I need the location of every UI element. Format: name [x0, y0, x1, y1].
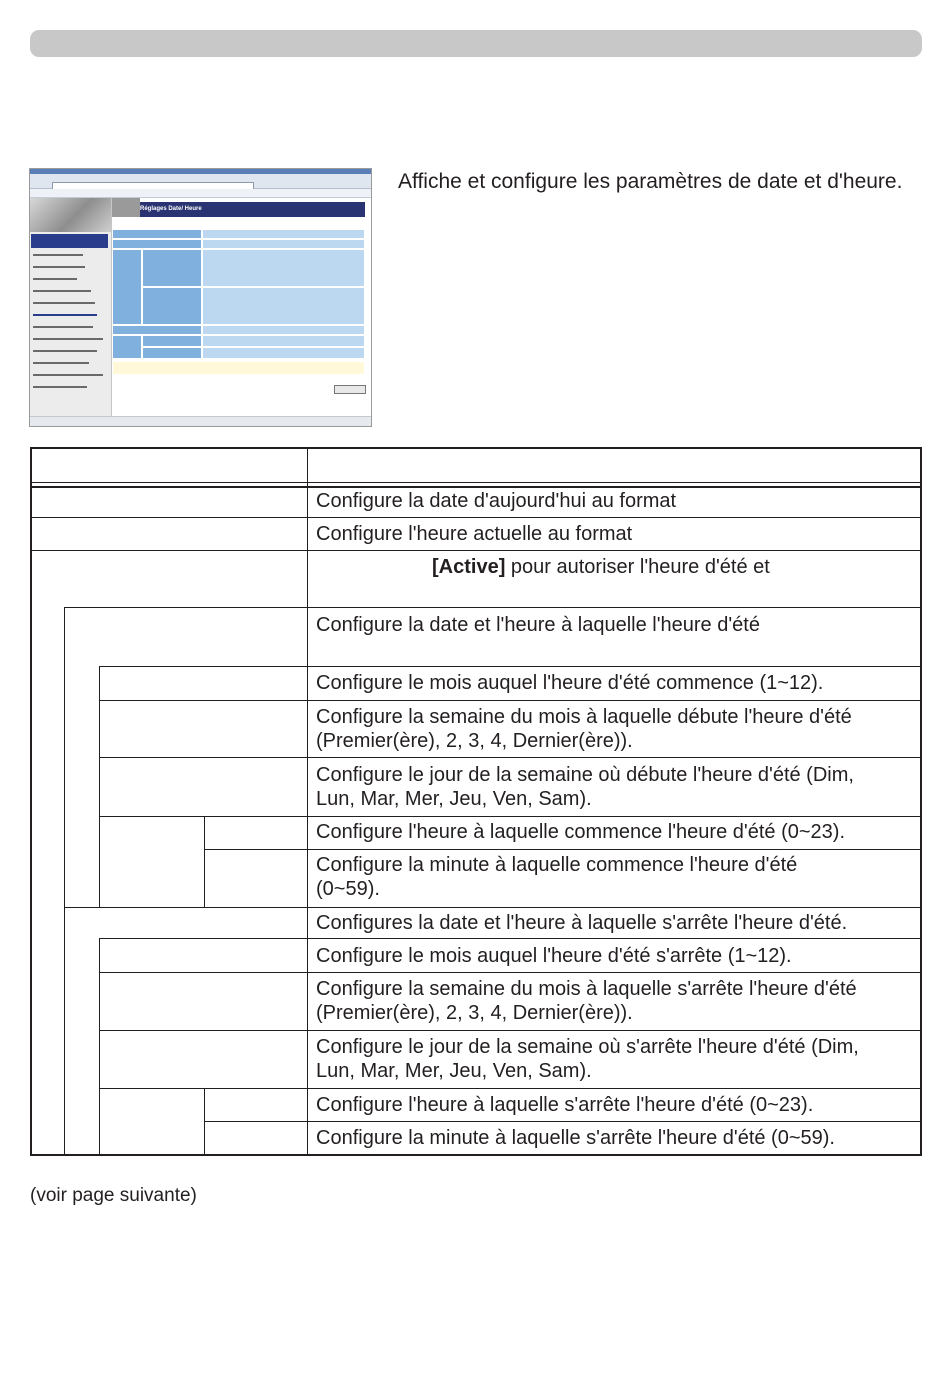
row-line [99, 972, 922, 973]
row-line [204, 849, 922, 850]
nest-line [99, 666, 100, 907]
ss-label-cell [112, 325, 202, 335]
row-line [99, 1030, 922, 1031]
header-bar [30, 30, 922, 57]
row-debut-jour [316, 763, 854, 811]
row-debut: Configure la date et l'heure à laquelle l'heure d'été [316, 614, 760, 636]
ss-label-cell [142, 335, 202, 347]
row-line [30, 482, 922, 483]
row-line [30, 517, 922, 518]
nest-line [64, 608, 65, 1156]
ss-value-cell [202, 229, 365, 239]
line: (0~59). [316, 878, 380, 900]
screenshot-sidebar [30, 198, 112, 416]
intro-text: Affiche et configure les paramètres de date et d'heure. [398, 170, 903, 193]
table-border [30, 1154, 922, 1156]
column-divider [307, 447, 308, 1156]
row-fin-heure: Configure l'heure à laquelle s'arrête l'heure d'été (0~23). [316, 1094, 814, 1116]
row-line [99, 938, 922, 939]
sidebar-item [33, 350, 97, 352]
nest-line [99, 938, 100, 1156]
row-line [204, 1121, 922, 1122]
row-debut-minute [316, 853, 797, 901]
sidebar-item [33, 266, 85, 268]
ss-value-cell [202, 325, 365, 335]
ss-label-cell [112, 239, 202, 249]
favorites-bar [30, 189, 371, 198]
row-fin-minute: Configure la minute à laquelle s'arrête l'heure d'été (0~59). [316, 1127, 835, 1149]
table-border [30, 447, 32, 1156]
row-fin: Configures la date et l'heure à laquelle s'arrête l'heure d'été. [316, 912, 848, 934]
row-debut-mois: Configure le mois auquel l'heure d'été commence (1~12). [316, 672, 824, 694]
nest-line [204, 1089, 205, 1156]
ss-label-cell [142, 347, 202, 359]
sidebar-item [33, 254, 83, 256]
row-date-actuelle: Configure la date d'aujourd'hui au format [316, 490, 677, 512]
row-fin-jour [316, 1035, 859, 1083]
line: Configure la minute à laquelle commence l'heure d'été [316, 854, 798, 876]
browser-statusbar [30, 416, 371, 427]
active-label: [Active] [432, 556, 506, 578]
ss-value-cell [202, 287, 365, 325]
sidebar-item-active [33, 314, 97, 316]
row-heure-ete [432, 555, 770, 579]
ss-value-cell [202, 335, 365, 347]
row-fin-mois: Configure le mois auquel l'heure d'été s'arrête (1~12). [316, 945, 792, 967]
ss-label-cell [112, 249, 142, 325]
row-debut-semaine [316, 705, 852, 753]
ss-label-cell [112, 229, 202, 239]
row-heure-ete-text: pour autoriser l'heure d'été et [505, 556, 770, 578]
ss-note [112, 361, 365, 375]
line: Configure la semaine du mois à laquelle débute l'heure d'été [316, 706, 852, 728]
nest-line [204, 817, 205, 907]
ss-label-cell [142, 287, 202, 325]
continued-note: (voir page suivante) [30, 1185, 197, 1206]
sidebar-item [33, 290, 91, 292]
row-fin-semaine [316, 977, 857, 1025]
line: (Premier(ère), 2, 3, 4, Dernier(ère)). [316, 730, 633, 752]
line: Lun, Mar, Mer, Jeu, Ven, Sam). [316, 1060, 592, 1082]
row-line [99, 757, 922, 758]
screenshot-main [112, 198, 371, 416]
row-heure-actuelle: Configure l'heure actuelle au format [316, 523, 633, 545]
row-line [64, 607, 922, 608]
line: Configure le jour de la semaine où débute l'heure d'été (Dim, [316, 764, 854, 786]
line: Lun, Mar, Mer, Jeu, Ven, Sam). [316, 788, 592, 810]
browser-toolbar [30, 174, 371, 189]
row-line [99, 666, 922, 667]
ss-label-cell [142, 249, 202, 287]
ss-value-cell [202, 249, 365, 287]
sidebar-item [33, 302, 95, 304]
sidebar-item [33, 362, 89, 364]
sidebar-item [33, 278, 77, 280]
row-line [99, 1088, 922, 1089]
ss-label-cell [112, 335, 142, 359]
screenshot-panel-title: Réglages Date/ Heure [112, 202, 365, 217]
line: (Premier(ère), 2, 3, 4, Dernier(ère)). [316, 1002, 633, 1024]
line: Configure le jour de la semaine où s'arrête l'heure d'été (Dim, [316, 1036, 859, 1058]
web-ui-screenshot [29, 168, 372, 427]
table-border [30, 447, 922, 449]
sidebar-item [33, 326, 93, 328]
sidebar-photo [30, 198, 111, 232]
sidebar-menu-header [31, 234, 108, 248]
row-line [64, 907, 922, 908]
row-line [99, 700, 922, 701]
ss-value-cell [202, 239, 365, 249]
line: Configure la semaine du mois à laquelle s'arrête l'heure d'été [316, 978, 857, 1000]
sidebar-item [33, 386, 87, 388]
row-line [30, 486, 922, 488]
ss-value-cell [202, 347, 365, 359]
row-debut-heure: Configure l'heure à laquelle commence l'heure d'été (0~23). [316, 821, 845, 843]
row-line [30, 550, 922, 551]
sidebar-item [33, 338, 103, 340]
row-line [99, 816, 922, 817]
panel-photo [112, 198, 140, 217]
sidebar-item [33, 374, 103, 376]
table-border [920, 447, 922, 1156]
settings-table [30, 447, 922, 1156]
ss-apply-button [334, 385, 366, 394]
